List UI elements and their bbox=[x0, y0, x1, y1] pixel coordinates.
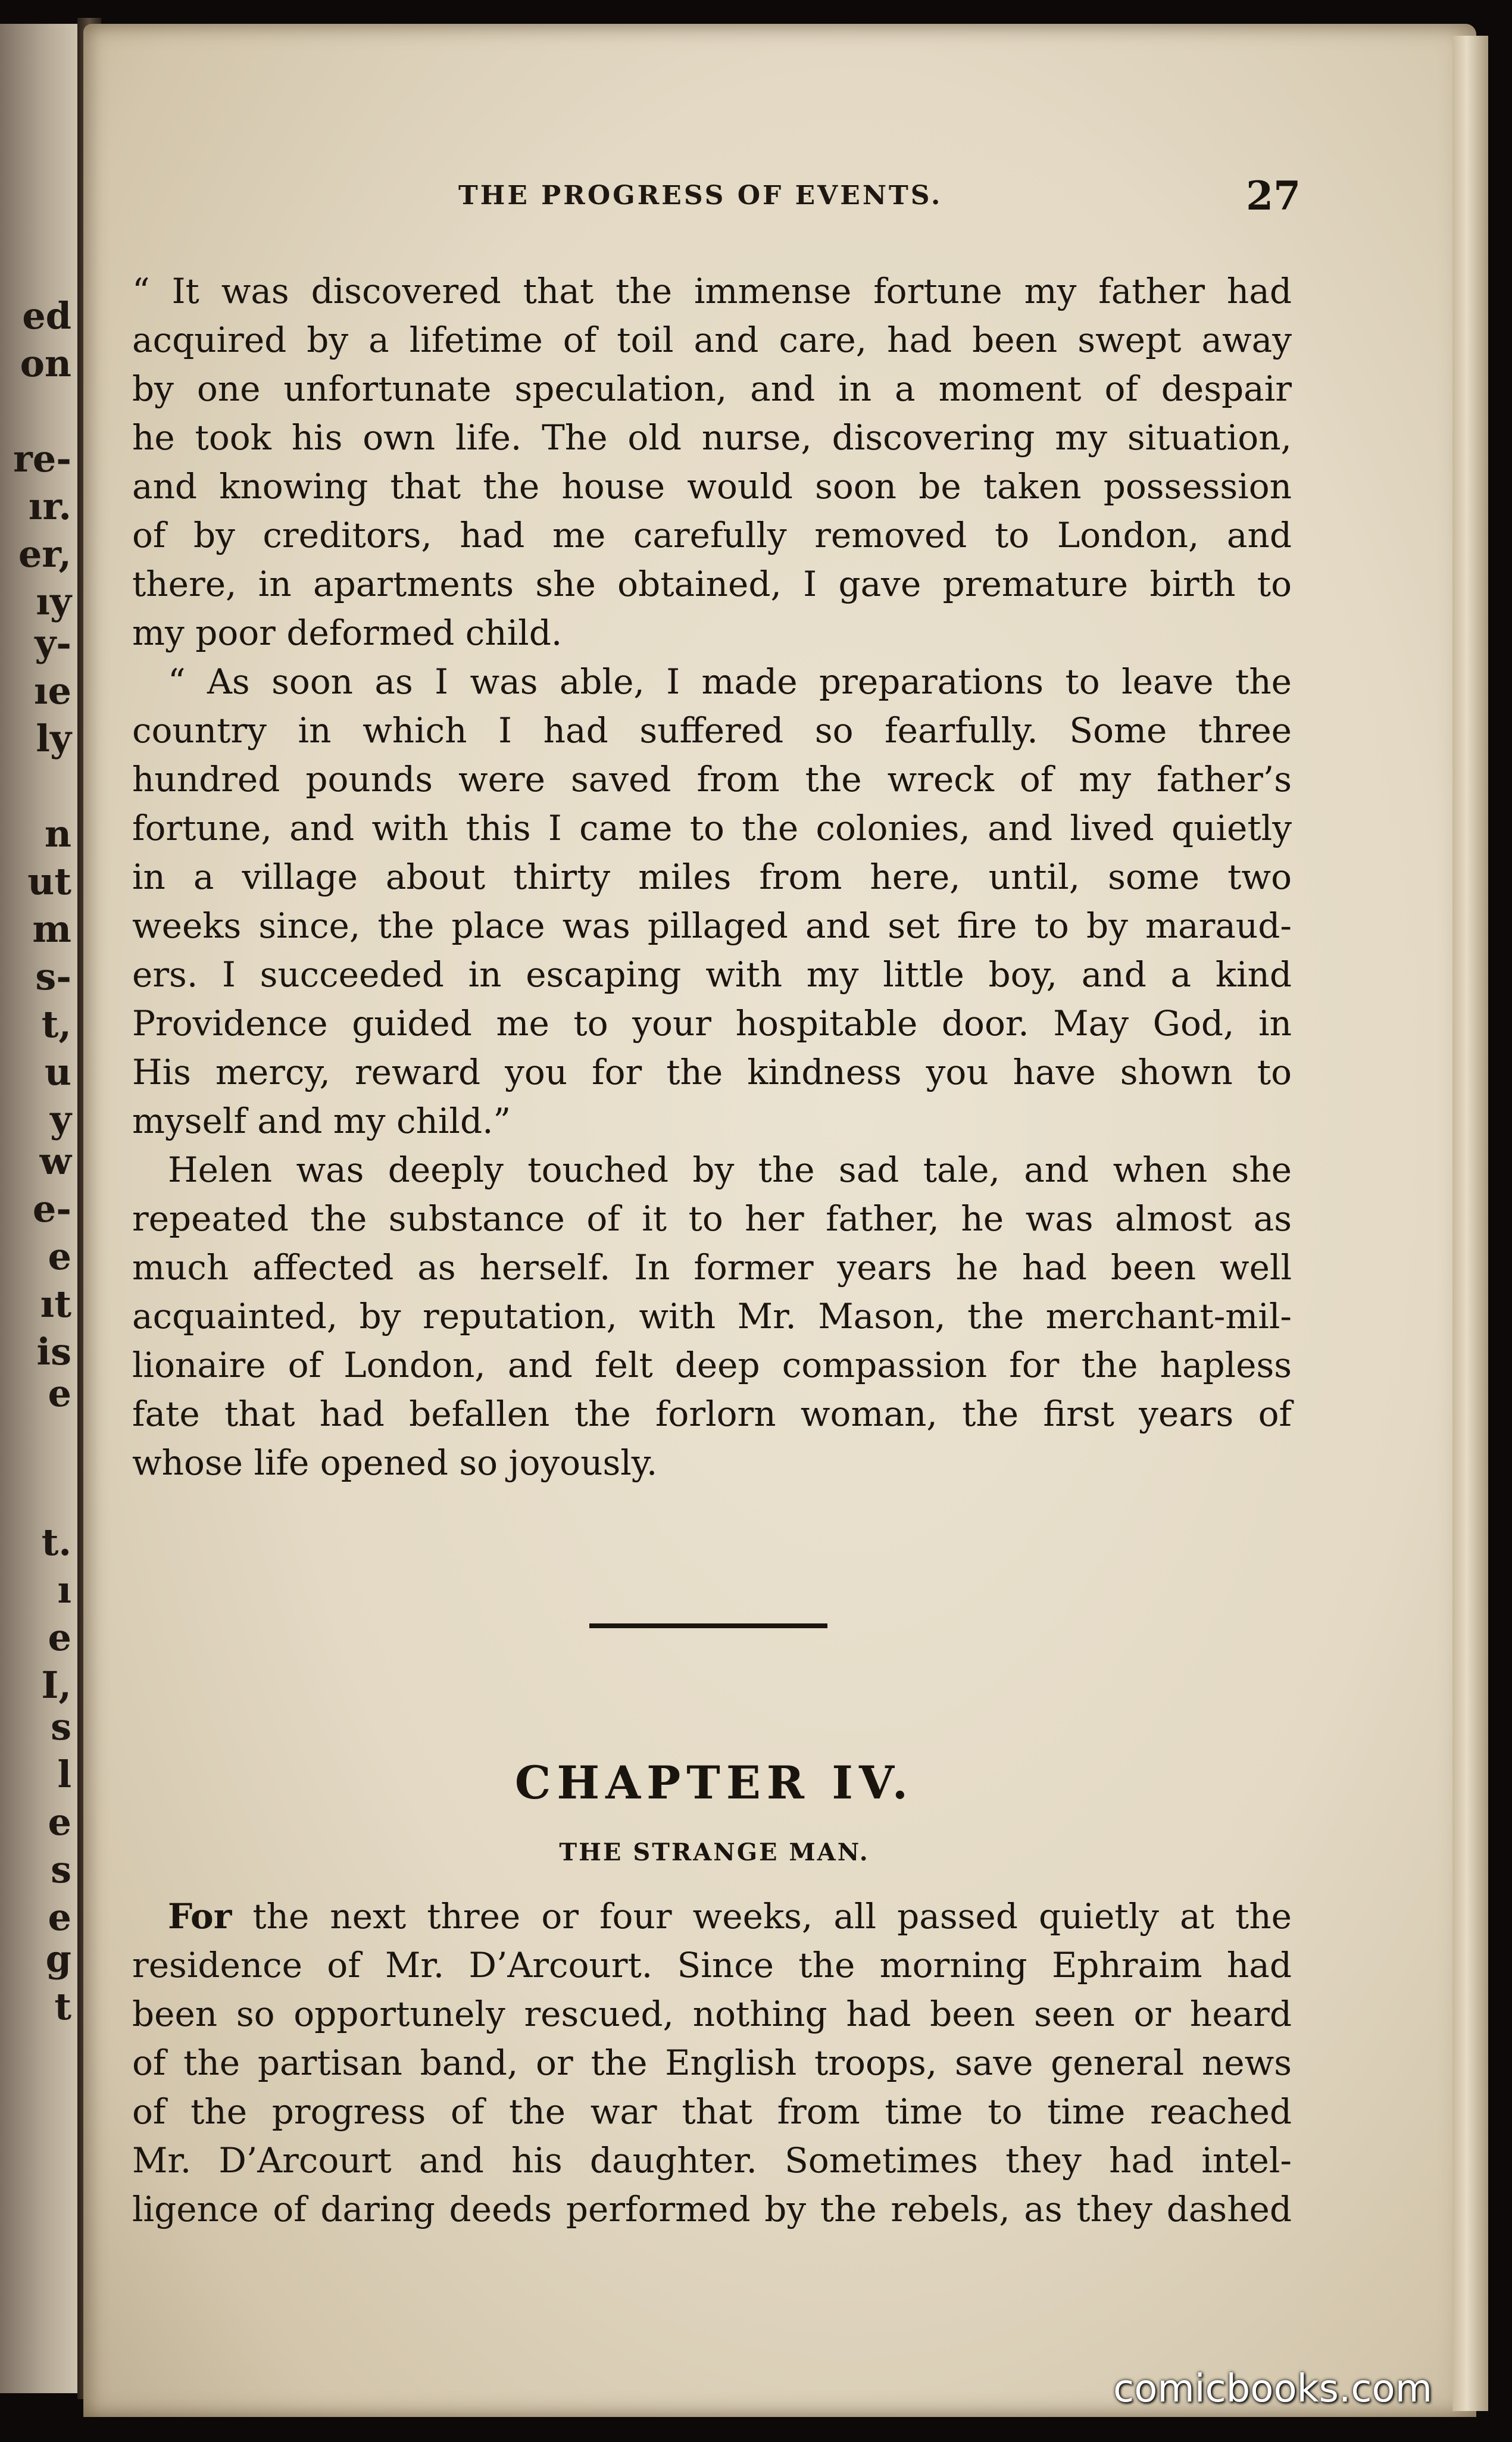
prev-page-fragment: ır. bbox=[28, 485, 71, 528]
prev-page-fragment: n bbox=[44, 812, 71, 855]
text-line: repeated the substance of it to her father, he was almost as bbox=[132, 1198, 1292, 1239]
prev-page-fragment: ı bbox=[57, 1568, 71, 1612]
prev-page-fragment: g bbox=[45, 1937, 71, 1981]
prev-page-fragment: e bbox=[48, 1895, 71, 1939]
text-line: there, in apartments she obtained, I gave premature birth to bbox=[132, 564, 1292, 604]
text-line: fortune, and with this I came to the colonies, and lived quietly bbox=[132, 808, 1292, 848]
prev-page-fragment: ly bbox=[36, 717, 71, 760]
prev-page-fragment: e bbox=[48, 1800, 71, 1844]
text-line: acquainted, by reputation, with Mr. Mason, the merchant-mil- bbox=[132, 1296, 1292, 1336]
prev-page-fragment: u bbox=[44, 1050, 71, 1094]
text-fragment: the next three or four weeks, all passed quietly at the bbox=[232, 1896, 1292, 1937]
prev-page-fragment: on bbox=[20, 342, 71, 385]
running-head: THE PROGRESS OF EVENTS. bbox=[458, 180, 943, 211]
prev-page-fragment: I, bbox=[41, 1663, 71, 1707]
text-line: ligence of daring deeds performed by the rebels, as they dashed bbox=[132, 2189, 1292, 2229]
prev-page-fragment: w bbox=[39, 1139, 71, 1183]
paragraph bbox=[132, 1145, 1292, 1487]
prev-page-fragment: y- bbox=[35, 622, 71, 665]
text-line: ers. I succeeded in escaping with my little boy, and a kind bbox=[132, 954, 1292, 995]
text-line: much affected as herself. In former years he had been well bbox=[132, 1247, 1292, 1288]
text-line: weeks since, the place was pillaged and set fire to by maraud- bbox=[132, 905, 1292, 946]
text-line: been so opportunely rescued, nothing had been seen or heard bbox=[132, 1994, 1292, 2034]
prev-page-fragment: t bbox=[54, 1985, 71, 2028]
text-line: country in which I had suffered so fearfully. Some three bbox=[132, 710, 1292, 751]
body-text bbox=[132, 267, 1292, 1487]
prev-page-fragment: s- bbox=[35, 955, 71, 998]
prev-page-fragment: s bbox=[51, 1848, 71, 1891]
page-edge bbox=[1452, 36, 1488, 2411]
prev-page-fragment: t. bbox=[41, 1520, 71, 1564]
text-line: of the progress of the war that from time to time reached bbox=[132, 2091, 1292, 2132]
paragraph bbox=[132, 657, 1292, 1145]
text-line: Providence guided me to your hospitable door. May God, in bbox=[132, 1003, 1292, 1044]
text-line: Helen was deeply touched by the sad tale, and when she bbox=[168, 1150, 1292, 1190]
text-line: he took his own life. The old nurse, discovering my situation, bbox=[132, 417, 1292, 458]
text-line: hundred pounds were saved from the wreck of my father’s bbox=[132, 759, 1292, 800]
watermark: comicbooks.com bbox=[1113, 2367, 1433, 2411]
chapter-text bbox=[132, 1892, 1292, 2234]
first-word: For bbox=[168, 1896, 232, 1937]
text-line: “ As soon as I was able, I made preparations to leave the bbox=[168, 661, 1292, 702]
text-line: in a village about thirty miles from here, until, some two bbox=[132, 857, 1292, 897]
section-divider bbox=[589, 1623, 827, 1628]
prev-page-fragment: s bbox=[51, 1705, 71, 1748]
prev-page-fragment: e- bbox=[32, 1187, 71, 1231]
prev-page-fragment: y bbox=[49, 1098, 71, 1141]
prev-page-fragment: e bbox=[48, 1372, 71, 1415]
prev-page-fragment: re- bbox=[13, 437, 71, 480]
prev-page-fragment: e bbox=[48, 1235, 71, 1278]
text-line: Mr. D’Arcourt and his daughter. Sometimes they had intel- bbox=[132, 2140, 1292, 2181]
prev-page-fragment: ıt bbox=[40, 1282, 71, 1326]
prev-page-fragment: l bbox=[57, 1753, 71, 1796]
chapter-title: CHAPTER IV. bbox=[514, 1756, 914, 1809]
text-line: acquired by a lifetime of toil and care, had been swept away bbox=[132, 320, 1292, 360]
text-line: His mercy, reward you for the kindness you have shown to bbox=[132, 1052, 1292, 1092]
previous-page-edge bbox=[0, 24, 89, 2393]
text-line: of the partisan band, or the English troops, save general news bbox=[132, 2043, 1292, 2083]
prev-page-fragment: is bbox=[36, 1330, 71, 1373]
text-line: fate that had befallen the forlorn woman, the first years of bbox=[132, 1394, 1292, 1434]
prev-page-fragment: ut bbox=[27, 860, 71, 903]
text-line: of by creditors, had me carefully removed to London, and bbox=[132, 515, 1292, 555]
page-number: 27 bbox=[1246, 173, 1301, 219]
text-line: and knowing that the house would soon be taken possession bbox=[132, 466, 1292, 507]
prev-page-fragment: ıe bbox=[34, 669, 71, 713]
text-line: my poor deformed child. bbox=[132, 613, 563, 653]
prev-page-fragment: e bbox=[48, 1616, 71, 1659]
text-line bbox=[132, 1892, 1292, 1941]
text-line: “ It was discovered that the immense fortune my father had bbox=[132, 271, 1292, 311]
prev-page-fragment: ed bbox=[22, 294, 71, 338]
text-line: whose life opened so joyously. bbox=[132, 1442, 658, 1483]
prev-page-fragment: er, bbox=[18, 532, 71, 576]
text-line: residence of Mr. D’Arcourt. Since the morning Ephraim had bbox=[132, 1945, 1292, 1985]
prev-page-fragment: m bbox=[32, 907, 71, 951]
paragraph bbox=[132, 267, 1292, 657]
prev-page-fragment: ıy bbox=[36, 580, 71, 623]
chapter-subtitle: THE STRANGE MAN. bbox=[559, 1838, 870, 1866]
text-line: lionaire of London, and felt deep compassion for the hapless bbox=[132, 1345, 1292, 1385]
prev-page-fragment: t, bbox=[41, 1003, 71, 1046]
text-line: myself and my child.” bbox=[132, 1101, 511, 1141]
text-line: by one unfortunate speculation, and in a moment of despair bbox=[132, 369, 1292, 409]
